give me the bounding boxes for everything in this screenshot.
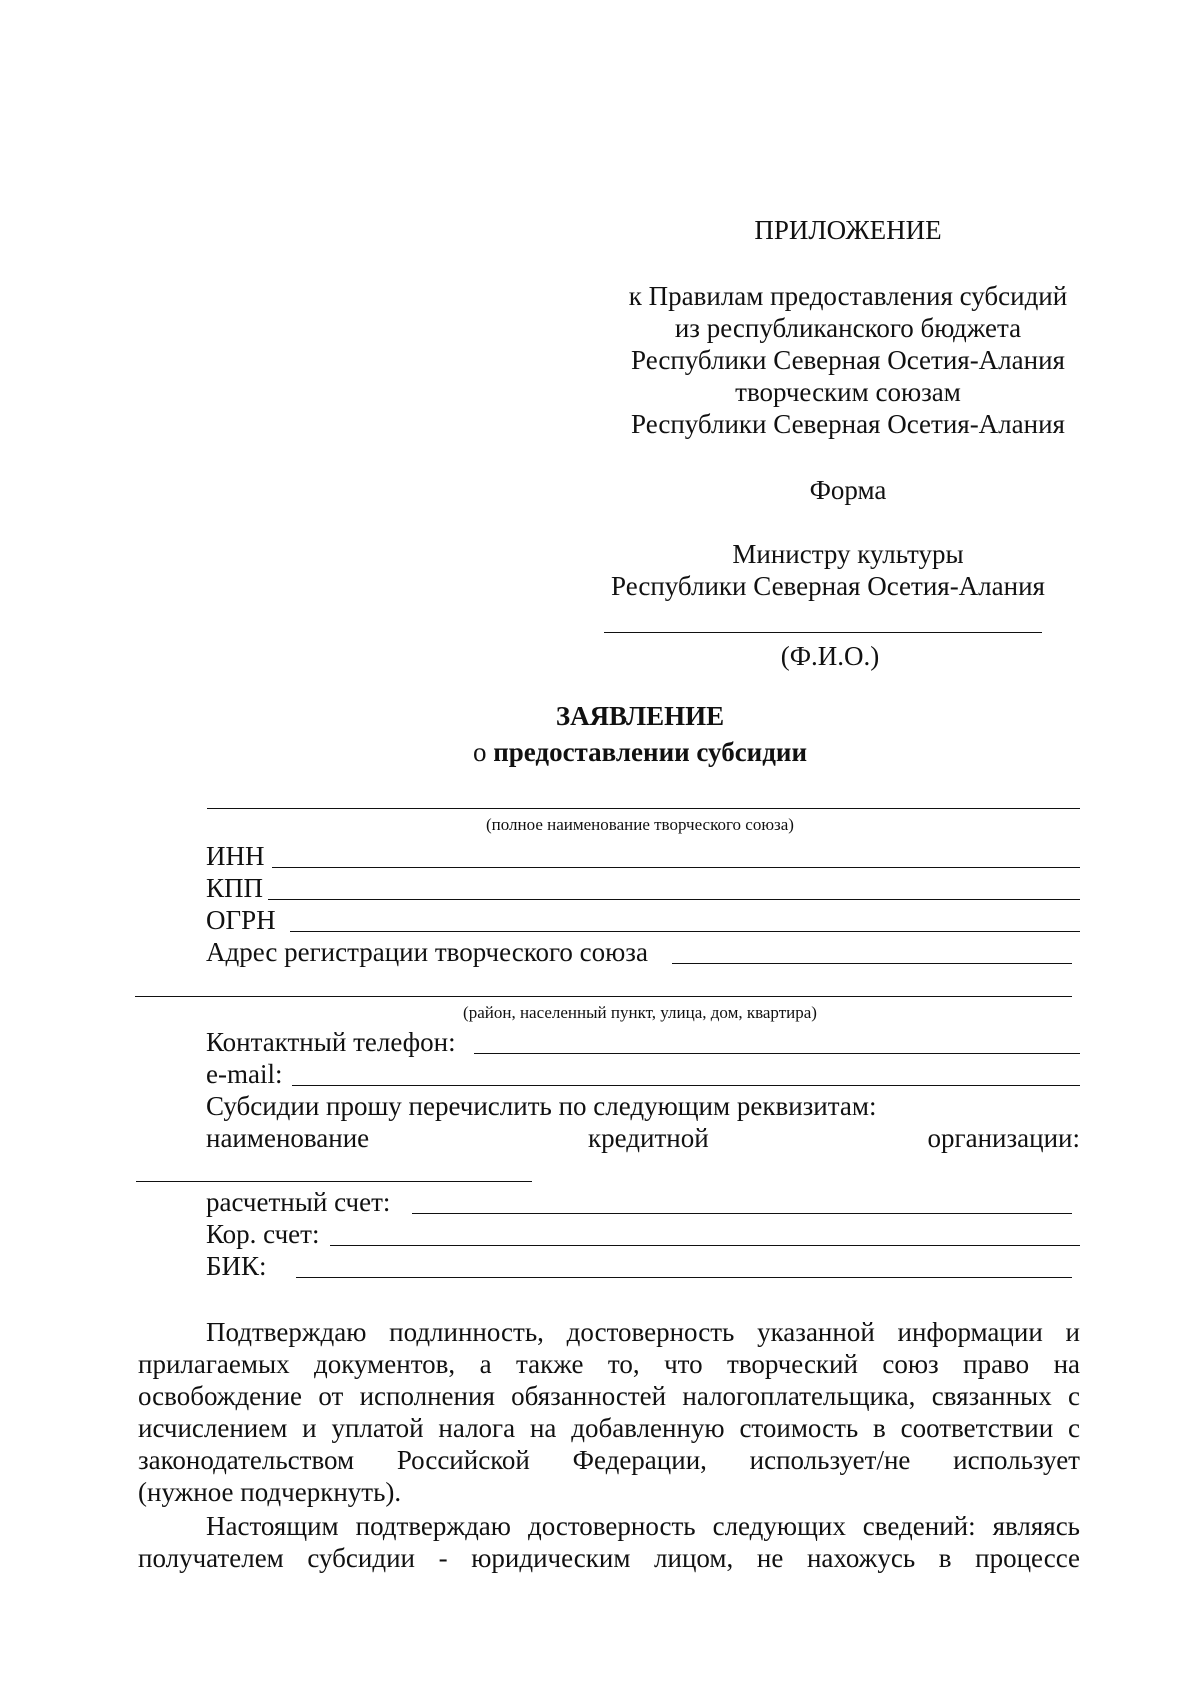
- form-label: Форма: [809, 475, 887, 505]
- appendix-ref-line-2: из республиканского бюджета: [674, 313, 1022, 343]
- email-label: e-mail:: [206, 1059, 283, 1089]
- appendix-title: ПРИЛОЖЕНИЕ: [754, 215, 942, 245]
- phone-field[interactable]: [474, 1053, 1080, 1054]
- email-field[interactable]: [292, 1085, 1080, 1086]
- account-row: [206, 1186, 1072, 1218]
- transfer-request: Субсидии прошу перечислить по следующим реквизитам:: [206, 1091, 877, 1121]
- addressee-line-2: Республики Северная Осетия-Алания: [611, 571, 1045, 601]
- ogrn-field[interactable]: [290, 931, 1080, 932]
- kpp-row: [206, 872, 1080, 904]
- union-name-caption: (полное наименование творческого союза): [486, 815, 794, 834]
- corr-account-label: Кор. счет:: [206, 1219, 320, 1249]
- bank-name-line: [206, 1122, 1080, 1154]
- address-row: [206, 936, 1072, 968]
- para1-line-5: законодательством Российской Федерации, использует/не использует: [138, 1445, 1080, 1475]
- subtitle-prefix: о: [472, 737, 494, 767]
- inn-field[interactable]: [272, 867, 1080, 868]
- bank-name-word-1: наименование: [206, 1123, 370, 1153]
- kpp-field[interactable]: [268, 899, 1080, 900]
- bank-name-word-2: кредитной: [588, 1123, 709, 1153]
- para2-line-1: Настоящим подтверждаю достоверность следующих сведений: являясь: [206, 1511, 1080, 1541]
- union-name-line: [207, 808, 1080, 809]
- address-caption: (район, населенный пункт, улица, дом, квартира): [463, 1003, 817, 1022]
- bik-row: [206, 1250, 1072, 1282]
- corr-account-row: [206, 1218, 1080, 1250]
- para1-line-1: Подтверждаю подлинность, достоверность указанной информации и: [206, 1317, 1080, 1347]
- para1-line-6: (нужное подчеркнуть).: [138, 1477, 402, 1507]
- bank-name-word-3: организации:: [927, 1123, 1080, 1153]
- fio-line: [604, 632, 1042, 633]
- bik-field[interactable]: [296, 1277, 1072, 1278]
- appendix-ref-line-1: к Правилам предоставления субсидий: [628, 281, 1068, 311]
- address-label: Адрес регистрации творческого союза: [206, 937, 648, 967]
- fio-caption: (Ф.И.О.): [780, 641, 880, 671]
- appendix-ref-line-4: творческим союзам: [735, 377, 961, 407]
- para2-line-2: получателем субсидии - юридическим лицом, не нахожусь в процессе: [138, 1543, 1080, 1573]
- subtitle-bold: предоставлении субсидии: [493, 737, 808, 767]
- para1-line-3: освобождение от исполнения обязанностей налогоплательщика, связанных с: [138, 1381, 1080, 1411]
- email-row: [206, 1058, 1080, 1090]
- inn-row: [206, 840, 1080, 872]
- document-subtitle: [390, 736, 890, 768]
- phone-label: Контактный телефон:: [206, 1027, 456, 1057]
- address-field[interactable]: [672, 963, 1072, 964]
- appendix-ref-line-3: Республики Северная Осетия-Алания: [631, 345, 1065, 375]
- account-field[interactable]: [412, 1213, 1072, 1214]
- ogrn-row: [206, 904, 1080, 936]
- kpp-label: КПП: [206, 873, 264, 903]
- para1-line-2: прилагаемых документов, а также то, что творческий союз право на: [138, 1349, 1080, 1379]
- bank-name-field[interactable]: [136, 1181, 532, 1182]
- bik-label: БИК:: [206, 1251, 267, 1281]
- document-title: ЗАЯВЛЕНИЕ: [555, 701, 725, 731]
- phone-row: [206, 1026, 1080, 1058]
- ogrn-label: ОГРН: [206, 905, 276, 935]
- address-line-2[interactable]: [135, 996, 1072, 997]
- addressee-line-1: Министру культуры: [732, 539, 964, 569]
- inn-label: ИНН: [206, 841, 265, 871]
- corr-account-field[interactable]: [330, 1245, 1080, 1246]
- appendix-ref-line-5: Республики Северная Осетия-Алания: [631, 409, 1065, 439]
- para1-line-4: исчислением и уплатой налога на добавленную стоимость в соответствии с: [138, 1413, 1080, 1443]
- account-label: расчетный счет:: [206, 1187, 391, 1217]
